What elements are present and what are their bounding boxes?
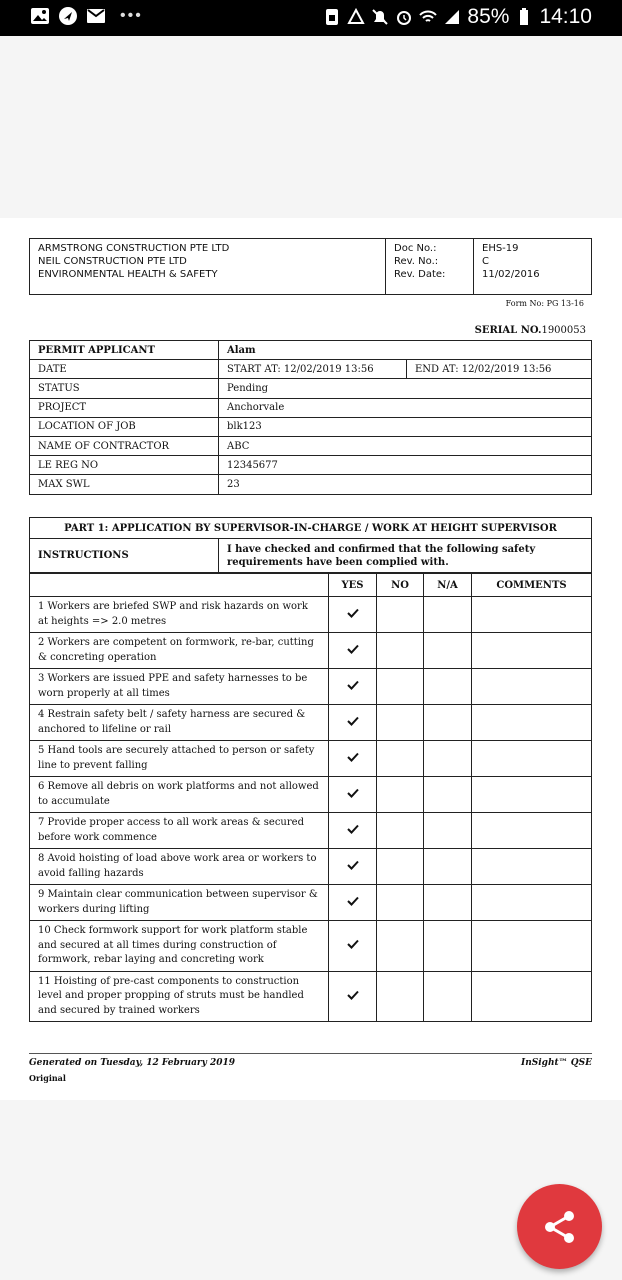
- rev-date-value: 11/02/2016: [482, 269, 540, 280]
- le-reg-label: LE REG NO: [30, 456, 219, 475]
- serial-label: SERIAL NO.: [474, 325, 542, 336]
- brand-label: InSight™ QSE: [521, 1058, 592, 1068]
- table-row: [30, 518, 592, 539]
- generated-date: Generated on Tuesday, 12 February 2019: [29, 1058, 236, 1068]
- checklist-no-cell: [377, 849, 424, 885]
- checkmark-icon: [347, 860, 359, 870]
- location-value: blk123: [219, 417, 592, 436]
- checklist-body: [30, 597, 592, 1022]
- checklist-row: [30, 705, 592, 741]
- checklist-comment-cell: [472, 813, 592, 849]
- checklist-comment-cell: [472, 885, 592, 921]
- checklist-comment-cell: [472, 705, 592, 741]
- checklist-comment-cell: [472, 633, 592, 669]
- checklist-item-text: 11 Hoisting of pre-cast components to construction level and proper propping of struts must be handled and secured by trained workers: [30, 971, 329, 1022]
- checkmark-icon: [347, 644, 359, 654]
- checklist-yes-cell: [329, 849, 377, 885]
- table-row: [30, 417, 592, 436]
- safety-checklist-table: [29, 573, 592, 1022]
- wifi-icon: [419, 8, 437, 26]
- table-row: [30, 539, 592, 573]
- network-icon: [347, 8, 365, 26]
- email-icon: [86, 6, 106, 26]
- end-at: END AT: 12/02/2019 13:56: [407, 360, 592, 379]
- rev-no-value: C: [482, 256, 489, 267]
- checklist-comment-cell: [472, 669, 592, 705]
- checklist-row: [30, 971, 592, 1022]
- checklist-item-text: 3 Workers are issued PPE and safety harnesses to be worn properly at all times: [30, 669, 329, 705]
- checklist-na-cell: [424, 633, 472, 669]
- status-right: [323, 5, 592, 29]
- doc-no-value: EHS-19: [482, 243, 519, 254]
- checklist-comment-cell: [472, 777, 592, 813]
- image-icon: [30, 6, 50, 26]
- checklist-no-cell: [377, 777, 424, 813]
- permit-applicant-value: Alam: [219, 341, 592, 360]
- start-at: START AT: 12/02/2019 13:56: [219, 360, 407, 379]
- col-na-header: N/A: [424, 574, 472, 597]
- part1-title: PART 1: APPLICATION BY SUPERVISOR-IN-CHARGE / WORK AT HEIGHT SUPERVISOR: [30, 518, 592, 539]
- battery-icon: [515, 8, 533, 26]
- checklist-comment-cell: [472, 971, 592, 1022]
- project-value: Anchorvale: [219, 398, 592, 417]
- original-label: Original: [29, 1073, 66, 1083]
- table-row: [30, 456, 592, 475]
- checklist-yes-cell: [329, 777, 377, 813]
- checklist-row: [30, 921, 592, 972]
- company-name: NEIL CONSTRUCTION PTE LTD: [38, 256, 187, 267]
- contractor-label: NAME OF CONTRACTOR: [30, 436, 219, 455]
- checklist-yes-cell: [329, 633, 377, 669]
- alarm-icon: [395, 8, 413, 26]
- checklist-comment-cell: [472, 849, 592, 885]
- checklist-na-cell: [424, 971, 472, 1022]
- location-label: LOCATION OF JOB: [30, 417, 219, 436]
- table-row: [30, 398, 592, 417]
- checkmark-icon: [347, 824, 359, 834]
- checklist-no-cell: [377, 705, 424, 741]
- checklist-item-text: 8 Avoid hoisting of load above work area or workers to avoid falling hazards: [30, 849, 329, 885]
- rev-date-label: Rev. Date:: [394, 269, 446, 280]
- checklist-yes-cell: [329, 669, 377, 705]
- permit-info-table: [29, 340, 592, 495]
- checklist-yes-cell: [329, 921, 377, 972]
- doc-labels: [394, 242, 445, 281]
- checklist-na-cell: [424, 777, 472, 813]
- sim-icon: [323, 8, 341, 26]
- status-label: STATUS: [30, 379, 219, 398]
- checklist-item-text: 9 Maintain clear communication between supervisor & workers during lifting: [30, 885, 329, 921]
- checklist-row: [30, 885, 592, 921]
- checklist-no-cell: [377, 885, 424, 921]
- doc-values: [482, 242, 540, 281]
- checklist-item-text: 10 Check formwork support for work platform stable and secured at all times during construction of formwork, rebar laying and concreting work: [30, 921, 329, 972]
- instructions-text: I have checked and confirmed that the following safety requirements have been complied with.: [219, 539, 592, 573]
- checklist-item-text: 6 Remove all debris on work platforms and not allowed to accumulate: [30, 777, 329, 813]
- document-header: [29, 238, 592, 295]
- checklist-item-text: 5 Hand tools are securely attached to person or safety line to prevent falling: [30, 741, 329, 777]
- share-icon: [541, 1208, 579, 1246]
- checklist-na-cell: [424, 669, 472, 705]
- checklist-item-text: 1 Workers are briefed SWP and risk hazards on work at heights => 2.0 metres: [30, 597, 329, 633]
- more-notifications-icon: •••: [120, 7, 143, 24]
- checklist-item-text: 4 Restrain safety belt / safety harness are secured & anchored to lifeline or rail: [30, 705, 329, 741]
- table-row: [30, 475, 592, 494]
- instructions-label: INSTRUCTIONS: [30, 539, 219, 573]
- table-row: [30, 436, 592, 455]
- mute-icon: [371, 8, 389, 26]
- company-name: ARMSTRONG CONSTRUCTION PTE LTD: [38, 243, 230, 254]
- checklist-desc-header: [30, 574, 329, 597]
- checkmark-icon: [347, 896, 359, 906]
- battery-percent: 85%: [467, 5, 510, 28]
- company-block: [38, 242, 229, 281]
- permit-applicant-label: PERMIT APPLICANT: [30, 341, 219, 360]
- checklist-na-cell: [424, 885, 472, 921]
- checklist-na-cell: [424, 921, 472, 972]
- checklist-na-cell: [424, 741, 472, 777]
- footer-divider: [29, 1053, 592, 1054]
- checklist-no-cell: [377, 971, 424, 1022]
- checklist-comment-cell: [472, 921, 592, 972]
- checkmark-icon: [347, 752, 359, 762]
- status-value: Pending: [219, 379, 592, 398]
- col-yes-header: YES: [329, 574, 377, 597]
- checklist-row: [30, 669, 592, 705]
- col-no-header: NO: [377, 574, 424, 597]
- department-name: ENVIRONMENTAL HEALTH & SAFETY: [38, 269, 218, 280]
- checklist-comment-cell: [472, 597, 592, 633]
- rev-no-label: Rev. No.:: [394, 256, 439, 267]
- checklist-yes-cell: [329, 705, 377, 741]
- checklist-yes-cell: [329, 971, 377, 1022]
- checklist-row: [30, 597, 592, 633]
- checklist-no-cell: [377, 813, 424, 849]
- checklist-no-cell: [377, 633, 424, 669]
- checkmark-icon: [347, 788, 359, 798]
- contractor-value: ABC: [219, 436, 592, 455]
- table-row: [30, 360, 592, 379]
- checklist-no-cell: [377, 921, 424, 972]
- checklist-yes-cell: [329, 813, 377, 849]
- table-row: [30, 341, 592, 360]
- document-page: [0, 218, 622, 1100]
- checkmark-icon: [347, 680, 359, 690]
- checklist-row: [30, 741, 592, 777]
- share-button[interactable]: [517, 1184, 602, 1269]
- checklist-row: [30, 777, 592, 813]
- checkmark-icon: [347, 716, 359, 726]
- checklist-yes-cell: [329, 597, 377, 633]
- checklist-item-text: 7 Provide proper access to all work areas & secured before work commence: [30, 813, 329, 849]
- part1-header-table: [29, 517, 592, 573]
- table-row: [30, 379, 592, 398]
- checklist-header-row: [30, 574, 592, 597]
- status-left: [30, 6, 143, 26]
- checkmark-icon: [347, 990, 359, 1000]
- signal-icon: [443, 8, 461, 26]
- checklist-no-cell: [377, 669, 424, 705]
- checkmark-icon: [347, 939, 359, 949]
- col-comments-header: COMMENTS: [472, 574, 592, 597]
- checklist-row: [30, 849, 592, 885]
- status-bar: [0, 0, 622, 36]
- checklist-no-cell: [377, 741, 424, 777]
- checklist-row: [30, 813, 592, 849]
- date-label: DATE: [30, 360, 219, 379]
- checklist-na-cell: [424, 813, 472, 849]
- max-swl-label: MAX SWL: [30, 475, 219, 494]
- checklist-na-cell: [424, 597, 472, 633]
- checkmark-icon: [347, 608, 359, 618]
- project-label: PROJECT: [30, 398, 219, 417]
- clock: 14:10: [539, 5, 592, 28]
- checklist-yes-cell: [329, 741, 377, 777]
- doc-no-label: Doc No.:: [394, 243, 437, 254]
- le-reg-value: 12345677: [219, 456, 592, 475]
- navigation-icon: [58, 6, 78, 26]
- checklist-na-cell: [424, 849, 472, 885]
- checklist-comment-cell: [472, 741, 592, 777]
- checklist-row: [30, 633, 592, 669]
- checklist-item-text: 2 Workers are competent on formwork, re-bar, cutting & concreting operation: [30, 633, 329, 669]
- form-number: Form No: PG 13-16: [505, 299, 584, 308]
- serial-value: 1900053: [541, 325, 586, 336]
- checklist-na-cell: [424, 705, 472, 741]
- checklist-yes-cell: [329, 885, 377, 921]
- checklist-no-cell: [377, 597, 424, 633]
- serial-number: [475, 325, 586, 336]
- max-swl-value: 23: [219, 475, 592, 494]
